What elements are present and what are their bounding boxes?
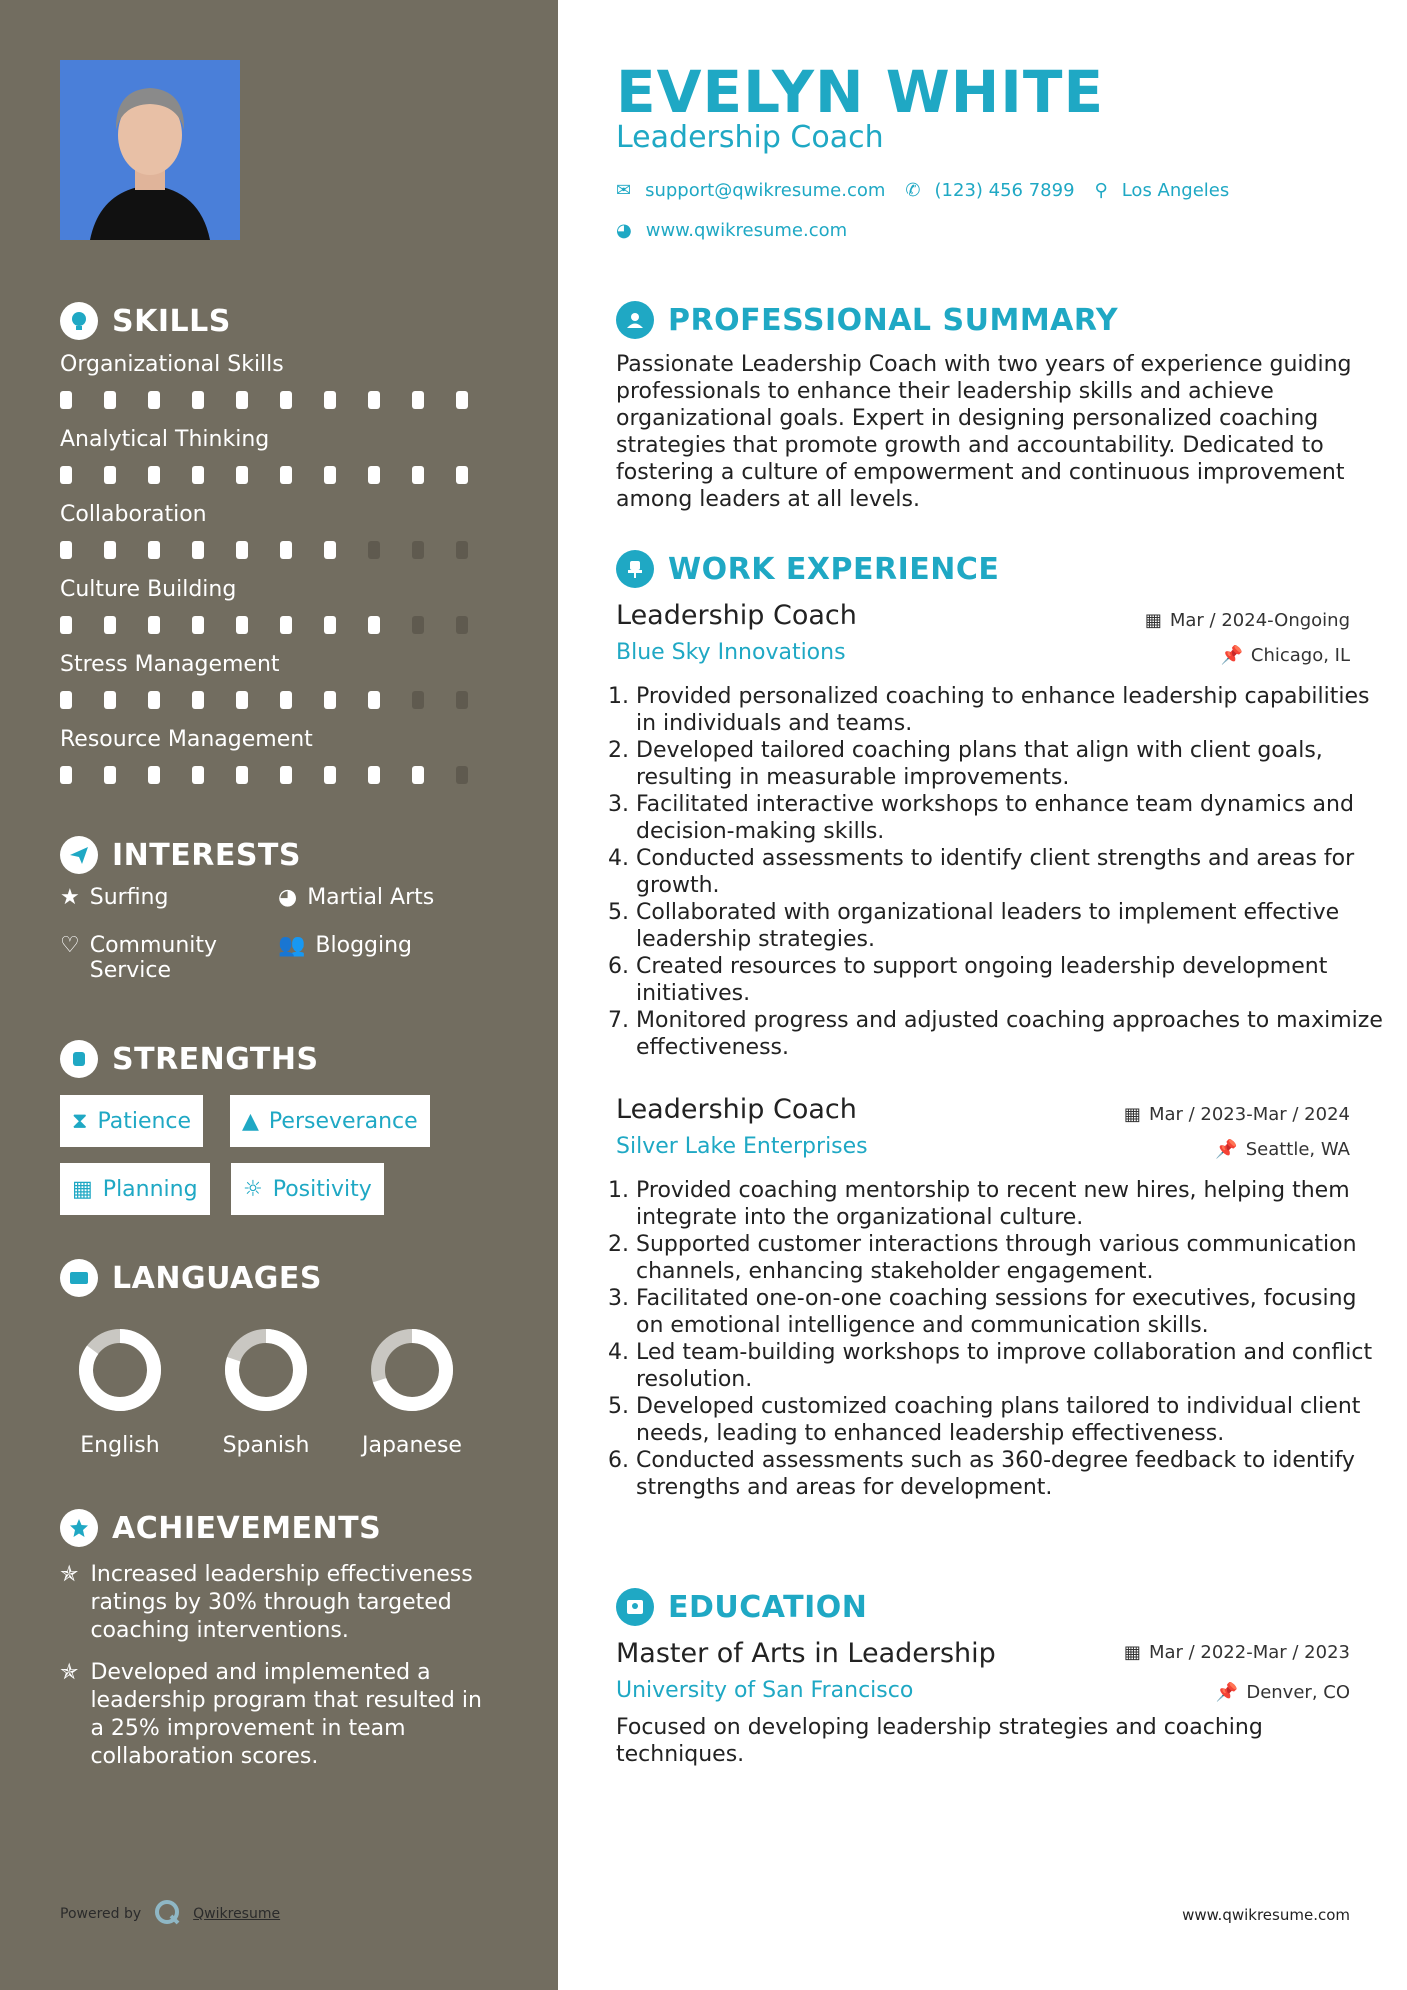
language-item [352,1325,472,1458]
skill-dot [456,616,468,634]
skill-item [60,502,500,559]
skill-dot [236,391,248,409]
pin-icon: 📌 [1215,1139,1238,1160]
skill-dot [236,616,248,634]
heart-icon: ♡ [60,933,80,958]
company-name: Blue Sky Innovations [616,640,846,665]
footer-website[interactable]: www.qwikresume.com [1182,1906,1350,1924]
skill-name: Stress Management [60,652,280,677]
graduation-icon [616,1588,654,1626]
candidate-title: Leadership Coach [616,120,884,155]
education-title: EDUCATION [668,1589,868,1625]
skill-dot [368,466,380,484]
users-icon: 👥 [278,933,306,958]
strength-label: Positivity [272,1176,372,1202]
sun-icon: ☼ [243,1176,263,1202]
skill-item [60,652,500,709]
skill-dot [104,391,116,409]
job-dates [1145,610,1350,631]
skill-name: Collaboration [60,502,207,527]
achievements-header [60,1509,381,1547]
interest-label: Blogging [315,933,413,958]
qwikresume-link[interactable]: Qwikresume [193,1906,281,1922]
skill-dot [148,541,160,559]
skill-item [60,727,500,784]
job-location [1215,1139,1350,1160]
language-name: Japanese [362,1433,462,1458]
skill-dot [324,391,336,409]
skill-dot [456,466,468,484]
skill-dot [412,691,424,709]
user-icon [616,301,654,339]
language-name: Spanish [222,1433,310,1458]
skills-title: SKILLS [112,303,231,339]
job-bullet: 1. Provided coaching mentorship to recent new hires, helping them integrate into the organizational culture. [636,1177,1386,1231]
achievements-title: ACHIEVEMENTS [112,1510,382,1546]
pin-icon: 📌 [1220,645,1243,666]
skill-dot [236,466,248,484]
skill-dot [148,616,160,634]
experience-title: WORK EXPERIENCE [668,551,1000,587]
skill-dot [192,466,204,484]
skill-rating [60,616,500,634]
job-bullet: 5. Collaborated with organizational leaders to implement effective leadership strategies. [636,899,1386,953]
skill-dot [192,616,204,634]
globe-icon: ◕ [278,885,298,910]
language-item [60,1325,180,1458]
skill-dot [192,766,204,784]
contact-row [616,180,1229,201]
job-bullet: 1. Provided personalized coaching to enhance leadership capabilities in individuals and teams. [636,683,1386,737]
achievement-item [60,1659,500,1771]
lightbulb-icon [60,302,98,340]
skill-dot [60,616,72,634]
skill-dot [456,691,468,709]
degree-title: Master of Arts in Leadership [616,1638,996,1669]
language-ring [367,1325,457,1415]
job-title: Leadership Coach [616,1094,857,1125]
skill-dot [148,766,160,784]
skill-rating [60,691,500,709]
summary-text: Passionate Leadership Coach with two years of experience guiding professionals to enhance their leadership skills and achieve organizational goals. Expert in designing personalized coaching strategies that promote growth and accountability. Dedicated to fostering a culture of empowerment and continuous improvement among leaders at all levels. [616,352,1352,512]
qwikresume-logo-icon [153,1898,181,1930]
powered-by [60,1898,280,1930]
company-name: Silver Lake Enterprises [616,1134,868,1159]
hourglass-icon: ⧗ [72,1108,88,1134]
phone-text: (123) 456 7899 [934,180,1075,201]
skill-dot [412,391,424,409]
email-icon: ✉ [616,180,632,201]
language-ring [221,1325,311,1415]
language-ring [75,1325,165,1415]
skill-dot [104,766,116,784]
interest-label: Community Service [89,933,218,983]
skill-dot [148,466,160,484]
job-dates-text: Mar / 2024-Ongoing [1169,610,1350,631]
skill-rating [60,391,500,409]
star-burst-icon: ✯ [60,1660,79,1685]
strength-badge [60,1095,203,1147]
languages-title: LANGUAGES [112,1260,322,1296]
skill-dot [324,466,336,484]
interest-item [278,933,412,958]
calendar-icon: ▦ [1144,610,1162,631]
education-location [1216,1682,1350,1703]
skill-dot [368,691,380,709]
job-bullets [616,1177,1386,1501]
language-icon [60,1259,98,1297]
strength-label: Patience [97,1108,192,1134]
skill-dot [192,691,204,709]
skill-dot [412,466,424,484]
skill-rating [60,466,500,484]
education-location-text: Denver, CO [1246,1682,1350,1703]
fist-icon [60,1040,98,1078]
powered-by-text: Powered by [60,1906,142,1922]
strength-badge [60,1163,210,1215]
interests-header [60,836,301,874]
skill-dot [236,541,248,559]
skill-dot [368,541,380,559]
calendar-icon: ▦ [72,1176,93,1202]
summary-title: PROFESSIONAL SUMMARY [668,302,1119,338]
skill-dot [280,541,292,559]
interests-title: INTERESTS [112,837,301,873]
skill-dot [60,541,72,559]
skill-dot [236,766,248,784]
skill-dot [104,691,116,709]
summary-header [616,301,1118,339]
language-name: English [80,1433,160,1458]
skill-dot [412,616,424,634]
interest-label: Surfing [89,885,169,910]
candidate-name: EVELYN WHITE [616,58,1105,126]
achievement-text: Increased leadership effectiveness ratings by 30% through targeted coaching interventions. [90,1562,473,1643]
skill-rating [60,541,500,559]
strength-label: Perseverance [268,1108,418,1134]
skills-header [60,302,231,340]
job-location-text: Chicago, IL [1250,645,1350,666]
strengths-header [60,1040,319,1078]
job-bullet: 6. Conducted assessments such as 360-degree feedback to identify strengths and areas for development. [636,1447,1386,1501]
skill-item [60,352,500,409]
skill-dot [192,541,204,559]
skill-dot [324,691,336,709]
skill-dot [280,391,292,409]
skill-name: Organizational Skills [60,352,284,377]
skill-dot [456,766,468,784]
calendar-icon: ▦ [1123,1642,1141,1663]
language-item [206,1325,326,1458]
experience-header [616,550,999,588]
skill-dot [104,616,116,634]
strength-label: Planning [102,1176,198,1202]
skill-dot [104,466,116,484]
skill-dot [456,541,468,559]
job-bullet: 3. Facilitated one-on-one coaching sessions for executives, focusing on emotional intelligence and communication skills. [636,1285,1386,1339]
interest-item [60,933,240,983]
job-bullet: 5. Developed customized coaching plans tailored to individual client needs, leading to enhanced leadership effectiveness. [636,1393,1386,1447]
strength-badge [231,1163,384,1215]
skill-dot [280,766,292,784]
skill-dot [368,766,380,784]
skill-item [60,577,500,634]
skill-dot [368,391,380,409]
location-icon: ⚲ [1094,180,1108,201]
achievement-text: Developed and implemented a leadership program that resulted in a 25% improvement in team collaboration scores. [90,1660,482,1769]
job-dates [1124,1104,1350,1125]
education-header [616,1588,867,1626]
skill-item [60,427,500,484]
trophy-icon [60,1509,98,1547]
job-location [1220,645,1350,666]
job-bullet: 3. Facilitated interactive workshops to enhance team dynamics and decision-making skills. [636,791,1386,845]
profile-photo [60,60,240,240]
skill-dot [192,391,204,409]
website-link[interactable]: www.qwikresume.com [645,220,848,241]
skill-dot [280,691,292,709]
phone-icon: ✆ [905,180,921,201]
calendar-icon: ▦ [1123,1104,1141,1125]
star-icon: ★ [60,885,80,910]
skill-name: Resource Management [60,727,313,752]
skill-dot [280,616,292,634]
sidebar [0,0,558,1990]
skill-dot [368,616,380,634]
achievement-item [60,1561,500,1645]
skill-dot [324,541,336,559]
skill-dot [456,391,468,409]
school-name: University of San Francisco [616,1678,914,1703]
skill-dot [148,691,160,709]
pin-icon: 📌 [1215,1682,1239,1703]
job-bullet: 2. Supported customer interactions through various communication channels, enhancing stakeholder engagement. [636,1231,1386,1285]
interest-label: Martial Arts [307,885,435,910]
road-icon: ▲ [242,1108,259,1134]
skill-dot [60,691,72,709]
skill-name: Analytical Thinking [60,427,270,452]
interest-item [60,885,168,910]
job-location-text: Seattle, WA [1245,1139,1350,1160]
strengths-title: STRENGTHS [112,1041,319,1077]
job-bullet: 4. Led team-building workshops to improve collaboration and conflict resolution. [636,1339,1386,1393]
chair-icon [616,550,654,588]
email-link[interactable]: support@qwikresume.com [645,180,886,201]
globe-icon: ◕ [616,220,632,241]
star-burst-icon: ✯ [60,1562,79,1587]
education-description: Focused on developing leadership strategies and coaching techniques. [616,1715,1263,1767]
skill-dot [280,466,292,484]
skill-dot [324,766,336,784]
skill-dot [148,391,160,409]
education-dates [1124,1642,1350,1663]
skill-dot [60,391,72,409]
job-dates-text: Mar / 2023-Mar / 2024 [1148,1104,1350,1125]
location-text: Los Angeles [1121,180,1230,201]
job-bullet: 2. Developed tailored coaching plans that align with client goals, resulting in measurable improvements. [636,737,1386,791]
job-title: Leadership Coach [616,600,857,631]
main-content [558,0,1407,1990]
job-bullet: 6. Created resources to support ongoing leadership development initiatives. [636,953,1386,1007]
skill-dot [236,691,248,709]
skill-dot [60,466,72,484]
skill-dot [324,616,336,634]
strength-badge [230,1095,430,1147]
education-dates-text: Mar / 2022-Mar / 2023 [1148,1642,1350,1663]
languages-header [60,1259,322,1297]
interest-item [278,885,434,910]
website-row [616,220,847,241]
job-bullet: 4. Conducted assessments to identify client strengths and areas for growth. [636,845,1386,899]
job-bullet: 7. Monitored progress and adjusted coaching approaches to maximize effectiveness. [636,1007,1386,1061]
job-bullets [616,683,1386,1061]
skill-rating [60,766,500,784]
skill-dot [412,766,424,784]
skill-dot [60,766,72,784]
paper-plane-icon [60,836,98,874]
skill-dot [104,541,116,559]
skill-dot [412,541,424,559]
skill-name: Culture Building [60,577,237,602]
